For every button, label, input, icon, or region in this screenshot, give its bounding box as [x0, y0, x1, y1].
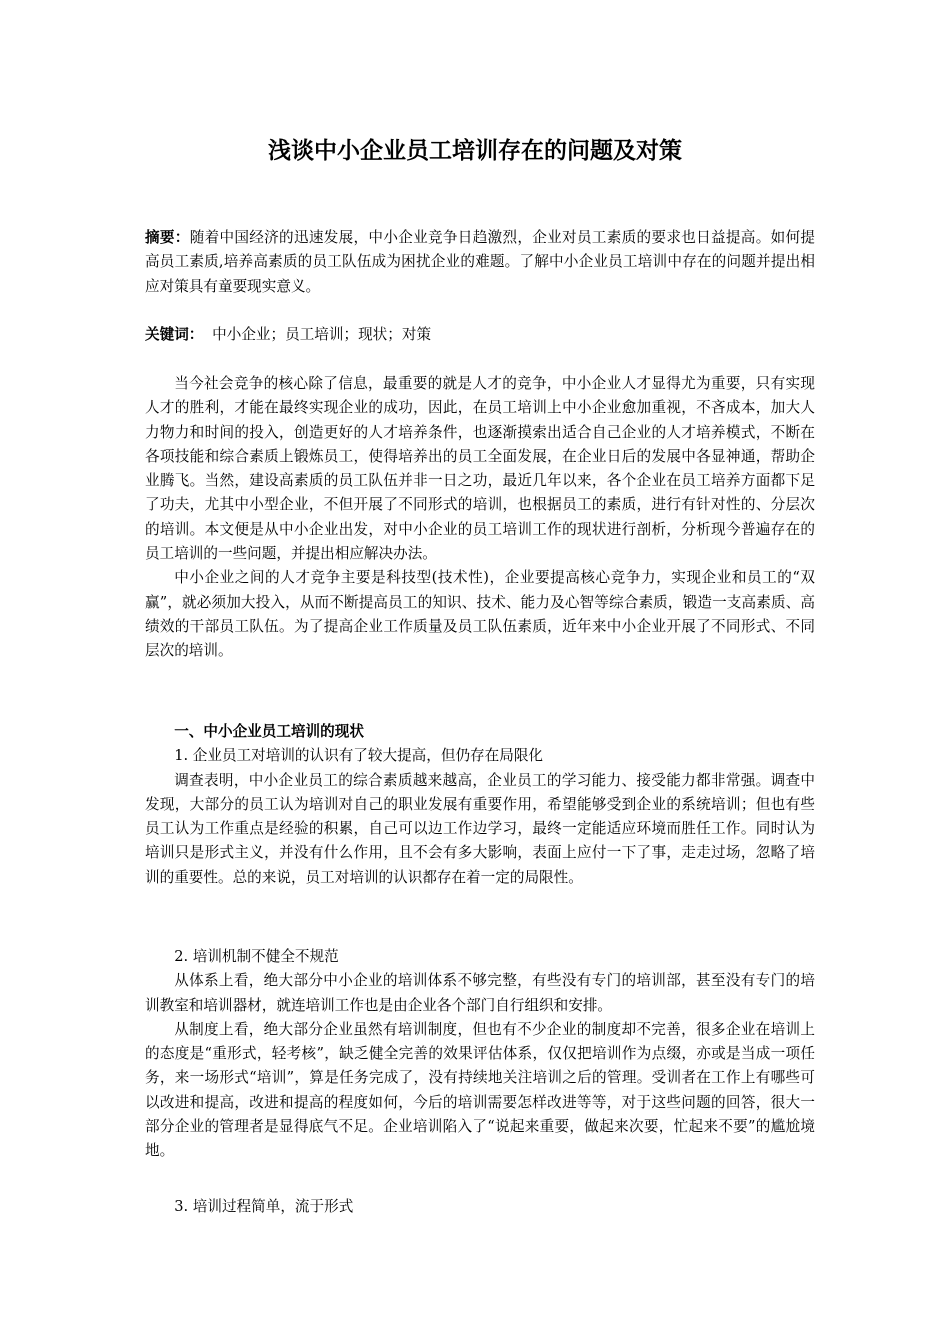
subsection-2 [145, 945, 815, 1164]
intro-paragraph-2: 中小企业之间的人才竞争主要是科技型(技术性)，企业要提高核心竞争力，实现企业和员工的“双赢”，就必须加大投入，从而不断提高员工的知识、技术、能力及心智等综合素质，锻造一支高素质、高绩效的干部员工队伍。为了提高企业工作质量及员工队伍素质，近年来中小企业开展了不同形式、不同层次的培训。 [145, 569, 815, 660]
subsection-3-heading: 3. 培训过程简单，流于形式 [174, 1198, 354, 1215]
introduction [145, 372, 815, 664]
section-1 [145, 720, 815, 890]
subsection-1-paragraph-1: 调查表明，中小企业员工的综合素质越来越高，企业员工的学习能力、接受能力都非常强。调查中发现，大部分的员工认为培训对自己的职业发展有重要作用，希望能够受到企业的系统培训；但也有些员工认为工作重点是经验的积累，自己可以边工作边学习，最终一定能适应环境而胜任工作。同时认为培训只是形式主义，并没有什么作用，且不会有多大影响，表面上应付一下了事，走走过场，忽略了培训的重要性。总的来说，员工对培训的认识都存在着一定的局限性。 [145, 771, 815, 886]
abstract-label: 摘要： [145, 229, 190, 246]
keywords [145, 323, 815, 347]
keywords-text: 中小企业；员工培训；现状；对策 [212, 326, 432, 343]
section-1-heading: 一、中小企业员工培训的现状 [174, 723, 364, 740]
subsection-2-paragraph-1: 从体系上看，绝大部分中小企业的培训体系不够完整，有些没有专门的培训部，甚至没有专门的培训教室和培训器材，就连培训工作也是由企业各个部门自行组织和安排。 [145, 972, 815, 1014]
subsection-3 [145, 1195, 815, 1219]
keywords-label: 关键词： [145, 326, 204, 343]
subsection-1-heading: 1. 企业员工对培训的认识有了较大提高，但仍存在局限化 [174, 747, 544, 765]
subsection-2-heading: 2. 培训机制不健全不规范 [174, 948, 339, 965]
intro-paragraph-1: 当今社会竞争的核心除了信息，最重要的就是人才的竞争，中小企业人才显得尤为重要，只有实现人才的胜利，才能在最终实现企业的成功，因此，在员工培训上中小企业愈加重视，不吝成本，加大人力物力和时间的投入，创造更好的人才培养条件，也逐渐摸索出适合自己企业的人才培养模式，不断在各项技能和综合素质上锻炼员工，使得培养出的员工全面发展，在企业日后的发展中各显神通，帮助企业腾飞。当然，建设高素质的员工队伍并非一日之功，最近几年以来，各个企业在员工培养方面都下足了功夫，尤其中小型企业，不但开展了不同形式的培训，也根据员工的素质，进行有针对性的、分层次的培训。本文便是从中小企业出发，对中小企业的员工培训工作的现状进行剖析，分析现今普遍存在的员工培训的一些问题，并提出相应解决办法。 [145, 375, 815, 563]
document-title: 浅谈中小企业员工培训存在的问题及对策 [268, 137, 682, 164]
subsection-2-paragraph-2: 从制度上看，绝大部分企业虽然有培训制度，但也有不少企业的制度却不完善，很多企业在培训上的态度是“重形式，轻考核”，缺乏健全完善的效果评估体系，仅仅把培训作为点缀，亦或是当成一项任务，来一场形式“培训”，算是任务完成了，没有持续地关注培训之后的管理。受训者在工作上有哪些可以改进和提高，改进和提高的程度如何，今后的培训需要怎样改进等等，对于这些问题的回答，很大一部分企业的管理者是显得底气不足。企业培训陷入了“说起来重要，做起来次要，忙起来不要”的尴尬境地。 [145, 1020, 815, 1160]
abstract-text: 随着中国经济的迅速发展，中小企业竞争日趋激烈，企业对员工素质的要求也日益提高。如何提高员工素质,培养高素质的员工队伍成为困扰企业的难题。了解中小企业员工培训中存在的问题并提出相应对策具有童要现实意义。 [145, 229, 815, 295]
abstract [145, 226, 815, 299]
